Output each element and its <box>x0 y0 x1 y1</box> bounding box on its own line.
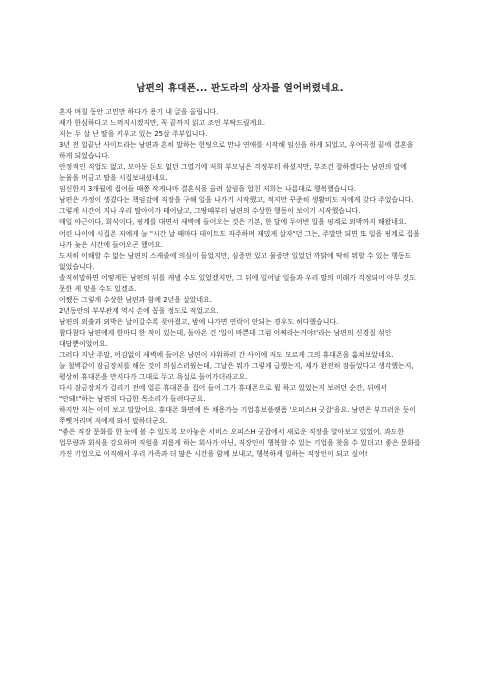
document-body <box>59 107 421 461</box>
paragraph: 남편의 외출과 외박은 날이갈수록 잦아졌고, 밤에 나가면 연락이 안되는 경우도 허다했습니다. <box>59 317 339 326</box>
paragraph: 그렇게 시간이 지나 우리 딸아이가 태어났고, 그땅때부터 남편의 수상한 행동이 보이기 시작했습니다. <box>59 207 361 216</box>
document-title: 남편의 휴대폰... 판도라의 상자를 열어버렸네요. <box>136 83 344 94</box>
paragraph: 다시 잠금장치가 걸리기 전에 얼른 휴대폰을 집어 들어 그가 휴대폰으로 뭘 하고 있었는지 보려던 순간, 뒤에서 "안돼!"하는 남편의 다급한 목소리가 들려다군요. <box>59 384 387 404</box>
paragraph: 혼자 며칠 동안 고민만 하다가 용기 내 글을 올립니다. <box>59 108 219 116</box>
paragraph: 임신한지 3개월에 접어들 때쯤 작게나마 결혼식을 올려 살림을 합친 저희는 나름대로 행복했습니다. <box>59 185 356 194</box>
paragraph: 3년 전 일끝난 사이트라는 남편과 흔히 말하는 헌팅으로 만나 연애를 시작해 임신을 하게 되었고, 우여곡절 끝에 결혼을 하게 되었습니다. <box>59 141 414 161</box>
paragraph: 안정적인 직업도 없고, 모아둔 돈도 없던 그였기에 저희 부모님은 걱정부터 하셨지만, 무조건 잘하겠다는 남편의 말에 눈물을 머금고 딸을 시집보내셨네요. <box>59 163 407 183</box>
paragraph: 도저히 이해할 수 없는 남편의 스케줄에 의심이 들었지만, 심증만 있고 물증만 있었던 까닭에 딱히 뭐할 수 있는 행동도 없었습니다. <box>59 251 412 271</box>
paragraph: "좋은 직장 문화를 한 눈에 볼 수 있도록 모아놓은 서비스 오피스H 굿잡에서 새로운 직장을 알아보고 있었어. 과도한 업무량과 회식을 강요하며 직원을 괴롭게 하는 회사가 아닌, 직장인이 행복할 수 있는 기업을 찾을 수 있더고! 좋은 문화를 가진 기업으로 이직해서 우리 가족과 더 많은 시간을 함께 보내고, 행복하게 일하는 직장인이 되고 싶어! <box>59 428 421 459</box>
paragraph: 어린 나이에 시집온 저에게 늘 "시간 날 때마다 데이트도 자주하며 재밌게 살자"던 그는, 주말만 되면 또 일을 핑계로 집을 나가 늦은 시간에 들어오곤 했어요. <box>59 229 420 249</box>
paragraph: 2년동안의 부부관계 역시 손에 꼽을 정도로 적었고요. <box>59 306 219 315</box>
paragraph: 하지만 저는 이미 보고 말았어요. 휴대폰 화면에 뜬 채용가능 기업홍보플랫폼 '오피스H 굿잡'을요. 남편은 부끄러운 듯이 쭈뼛거리며 저에게 와서 말하더군요. <box>59 406 416 426</box>
paragraph: 남편은 가정이 생겼다는 책임감에 직장을 구해 일을 나가기 시작했고, 적지만 꾸준히 생활비도 저에게 갖다 주었습니다. <box>59 196 414 205</box>
paragraph: 그러다 지난 주말, 어김없이 새벽에 들어온 남편이 샤워하러 간 사이에 저도 모르게 그의 휴대폰을 훔쳐보았네요. <box>59 351 394 360</box>
paragraph: 매일 야근이다, 회식이다, 핑계를 대면서 새벽에 들어오는 것은 기본, 한 달에 두어번 일을 핑계로 외박까지 해왔네요. <box>59 218 407 227</box>
paragraph: 참다참다 남편에게 한마디 한 적이 있는데, 돌아온 건 '일이 바쁜데 그럼 어쩌라는거야!'라는 남편의 신경질 섞인 대답뿐이었어요. <box>59 328 392 348</box>
paragraph: 제가 한심하다고 느껴지시겠지만, 꼭 끝까지 읽고 조언 부탁드릴게요. <box>59 119 266 128</box>
paragraph: 솔직히말하면 어떻게든 남편의 뒤를 캐낼 수도 있었겠지만, 그 뒤에 일어날 일들과 우리 딸의 미래가 걱정되어 아무 것도 못한 게 맞을 수도 있겠죠. <box>59 273 416 293</box>
paragraph: 어쨌든 그렇게 수상한 남편과 함께 2년을 살았네요. <box>59 295 212 304</box>
paragraph: 저는 두 살 난 딸을 키우고 있는 25살 주부입니다. <box>59 130 208 139</box>
paragraph: 늘 철벽같이 잠금장치를 해둔 것이 의심스러웠는데, 그날은 뭐가 그렇게 급했는지, 제가 완전히 잠들었다고 생각했는지, 평상히 휴대폰을 만지다가 그대로 두고 욕실로 들어가더라고요. <box>59 362 414 382</box>
